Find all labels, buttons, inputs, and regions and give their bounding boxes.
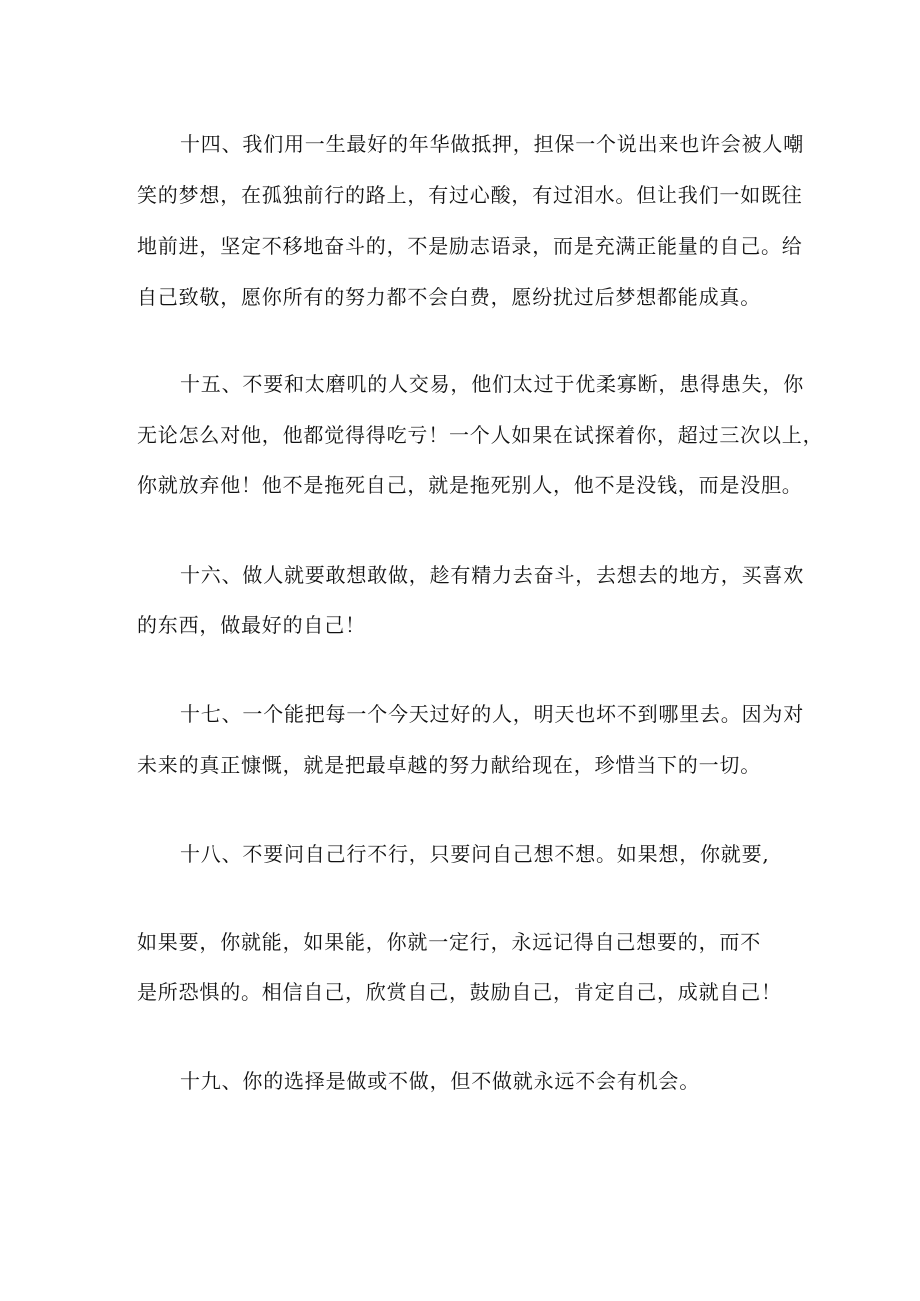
- paragraph-14-line-4: 自己致敬，愿你所有的努力都不会白费，愿纷扰过后梦想都能成真。: [137, 285, 761, 309]
- paragraph-15-line-2: 无论怎么对他，他都觉得得吃亏！一个人如果在试探着你，超过三次以上，: [137, 423, 824, 447]
- paragraph-14-line-2: 笑的梦想，在孤独前行的路上，有过心酸，有过泪水。但让我们一如既往: [137, 183, 803, 207]
- paragraph-15-line-1: 十五、不要和太磨叽的人交易，他们太过于优柔寡断，患得患失，你: [180, 372, 804, 396]
- paragraph-14-line-1: 十四、我们用一生最好的年华做抵押，担保一个说出来也许会被人嘲: [180, 132, 804, 156]
- paragraph-19-line-1: 十九、你的选择是做或不做，但不做就永远不会有机会。: [180, 1069, 700, 1093]
- paragraph-17-line-2: 未来的真正慷慨，就是把最卓越的努力献给现在，珍惜当下的一切。: [137, 753, 761, 777]
- paragraph-14-line-3: 地前进，坚定不移地奋斗的，不是励志语录，而是充满正能量的自己。给: [137, 234, 803, 258]
- paragraph-18-line-3: 是所恐惧的。相信自己，欣赏自己，鼓励自己，肯定自己，成就自己！: [137, 980, 782, 1004]
- paragraph-16-line-1: 十六、做人就要敢想敢做，趁有精力去奋斗，去想去的地方，买喜欢: [180, 563, 804, 587]
- paragraph-17-line-1: 十七、一个能把每一个今天过好的人，明天也坏不到哪里去。因为对: [180, 702, 804, 726]
- paragraph-15-line-3: 你就放弃他！他不是拖死自己，就是拖死别人，他不是没钱，而是没胆。: [137, 473, 803, 497]
- paragraph-18-line-1: 十八、不要问自己行不行，只要问自己想不想。如果想，你就要,: [180, 842, 770, 866]
- paragraph-16-line-2: 的东西，做最好的自己！: [137, 613, 366, 637]
- paragraph-18-line-2: 如果要，你就能，如果能，你就一定行，永远记得自己想要的，而不: [137, 930, 761, 954]
